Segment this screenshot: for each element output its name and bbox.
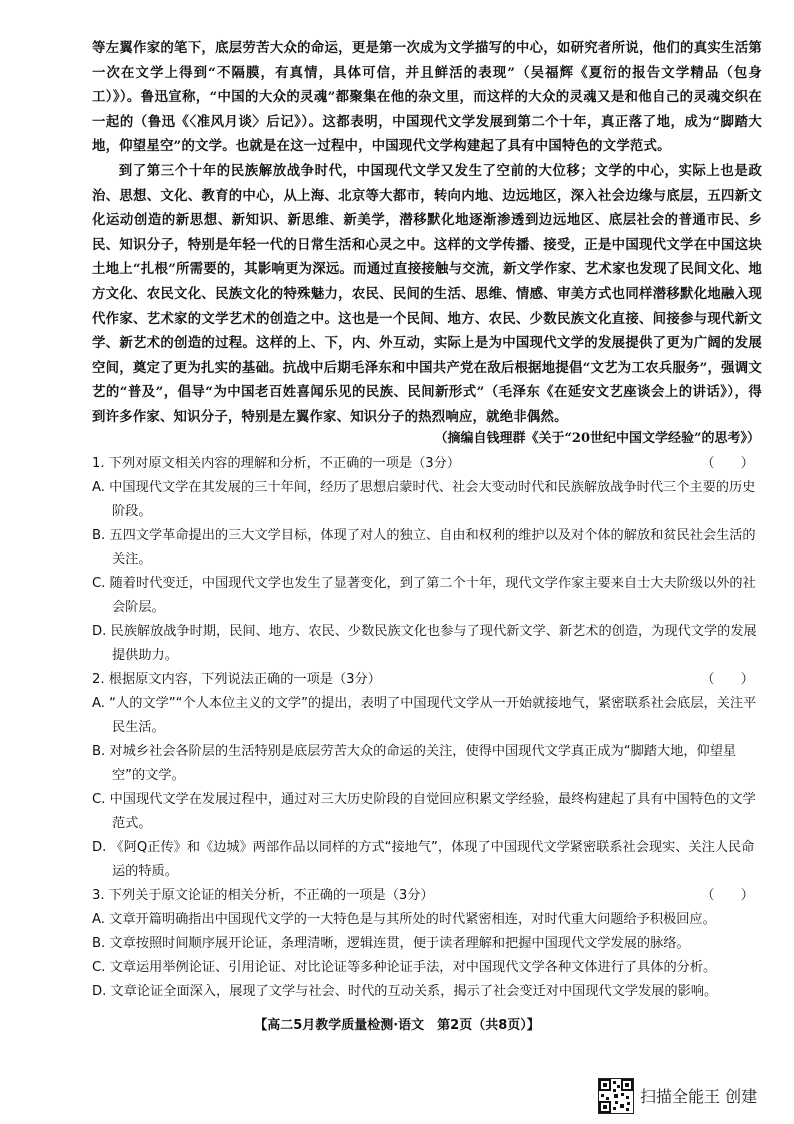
passage-paragraph-2: 到了第三个十年的民族解放战争时代，中国现代文学又发生了空前的大位移；文学的中心，实际上也是政治、思想、文化、教育的中心，从上海、北京等大都市，转向内地、边远地区，深入社会边缘与底层，五四新文化运动创造的新思想、新知识、新思维、新美学，潜移默化地逐渐渗透到边远地区、底层社会的普通市民、乡民、知识分子，特别是年轻一代的日常生活和心灵之中。这样的文学传播、接受，正是中国现代文学在中国这块土地上“扎根”所需要的，其影响更为深远。而通过直接接触与交流，新文学作家、艺术家也发现了民间文化、地方文化、农民文化、民族文化的特殊魅力，农民、民间的生活、思维、情感、审美方式也同样潜移默化地融入现代作家、艺术家的文学艺术的创造之中。这也是一个民间、地方、农民、少数民族文化直接、间接参与现代新文学、新艺术的创造的过程。这样的上、下，内、外互动，实际上是为中国现代文学的发展提供了更为广阔的发展空间，奠定了更为扎实的基础。抗战中后期毛泽东和中国共产党在敌后根据地提倡“文艺为工农兵服务”，强调文艺的“普及”，倡导“为中国老百姓喜闻乐见的民族、民间新形式”（毛泽东《在延安文艺座谈会上的讲话》），得到许多作家、知识分子，特别是左翼作家、知识分子的热烈响应，就绝非偶然。: [92, 162, 762, 425]
option-b: B. 对城乡社会各阶层的生活特别是底层劳苦大众的命运的关注，使得中国现代文学真正成为“脚踏大地，仰望星空”的文学。: [92, 744, 737, 783]
option-a: A. “人的文学”“个人本位主义的文学”的提出，表明了中国现代文学从一开始就接地气，紧密联系社会底层，关注平民生活。: [92, 696, 757, 735]
question-2: [92, 668, 764, 884]
reading-passage: [92, 36, 762, 430]
passage-source: （摘编自钱理群《关于“20世纪中国文学经验”的思考》）: [434, 431, 760, 446]
question-stem: 2. 根据原文内容，下列说法正确的一项是（3分）: [92, 672, 381, 687]
option-d: D. 民族解放战争时期，民间、地方、农民、少数民族文化也参与了现代新文学、新艺术的创造，为现代文学的发展提供助力。: [92, 624, 757, 663]
option-c: C. 随着时代变迁，中国现代文学也发生了显著变化，到了第二个十年，现代文学作家主要来自士大夫阶级以外的社会阶层。: [92, 576, 756, 615]
qr-code-icon: [598, 1078, 634, 1114]
scanner-watermark: 扫描全能王 创建: [640, 1087, 758, 1106]
option-a: A. 中国现代文学在其发展的三十年间，经历了思想启蒙时代、社会大变动时代和民族解放战争时代三个主要的历史阶段。: [92, 480, 756, 519]
answer-paren: （ ）: [701, 672, 754, 687]
question-stem: 1. 下列对原文相关内容的理解和分析，不正确的一项是（3分）: [92, 456, 461, 471]
question-3: [92, 884, 764, 1004]
answer-paren: （ ）: [701, 456, 754, 471]
option-d: D. 《阿Q正传》和《边城》两部作品以同样的方式“接地气”，体现了中国现代文学紧密联系社会现实、关注人民命运的特质。: [92, 840, 755, 879]
page-footer: 【高二5月教学质量检测·语文 第2页（共8页）】: [254, 1018, 540, 1033]
option-b: B. 文章按照时间顺序展开论证，条理清晰，逻辑连贯，便于读者理解和把握中国现代文学发展的脉络。: [92, 936, 690, 951]
question-1: [92, 452, 764, 668]
answer-paren: （ ）: [701, 888, 754, 903]
option-c: C. 文章运用举例论证、引用论证、对比论证等多种论证手法，对中国现代文学各种文体进行了具体的分析。: [92, 960, 717, 975]
question-stem: 3. 下列关于原文论证的相关分析，不正确的一项是（3分）: [92, 888, 434, 903]
passage-paragraph-1: 等左翼作家的笔下，底层劳苦大众的命运，更是第一次成为文学描写的中心，如研究者所说，他们的真实生活第一次在文学上得到“不隔膜，有真情，具体可信，并且鲜活的表现”（吴福辉《夏衍的报告文学精品（包身工）》）。鲁迅宣称，“中国的大众的灵魂”都聚集在他的杂文里，而这样的大众的灵魂又是和他自己的灵魂交织在一起的（鲁迅《〈准风月谈〉后记》）。这都表明，中国现代文学发展到第二个十年，真正落了地，成为“脚踏大地，仰望星空”的文学。也就是在这一过程中，中国现代文学构建起了具有中国特色的文学范式。: [92, 40, 762, 155]
option-b: B. 五四文学革命提出的三大文学目标，体现了对人的独立、自由和权利的维护以及对个体的解放和贫民社会生活的关注。: [92, 528, 756, 567]
option-d: D. 文章论证全面深入，展现了文学与社会、时代的互动关系，揭示了社会变迁对中国现代文学发展的影响。: [92, 984, 718, 999]
question-list: [92, 452, 764, 1004]
option-c: C. 中国现代文学在发展过程中，通过对三大历史阶段的自觉回应积累文学经验，最终构建起了具有中国特色的文学范式。: [92, 792, 756, 831]
option-a: A. 文章开篇明确指出中国现代文学的一大特色是与其所处的时代紧密相连，对时代重大问题给予积极回应。: [92, 912, 716, 927]
